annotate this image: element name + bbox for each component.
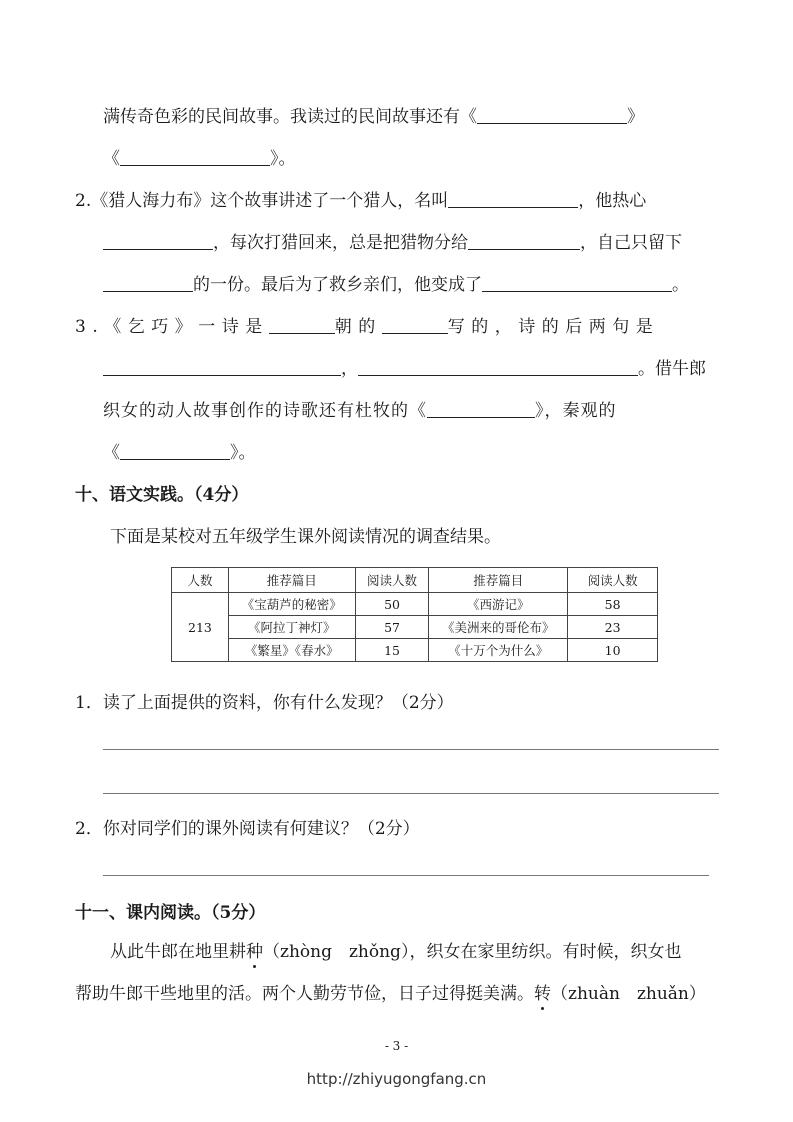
table-cell: 《美洲来的哥伦布》 [429, 616, 568, 639]
bracket-open: 《 [103, 149, 120, 169]
answer-blank[interactable] [358, 359, 638, 376]
answer-blank[interactable] [120, 443, 230, 460]
answer-blank[interactable] [382, 317, 448, 334]
q2-line-1 [75, 190, 646, 212]
q2-text: ，自己只留下 [580, 233, 682, 253]
q3-line-3 [103, 400, 617, 422]
q1-second-line [103, 148, 296, 170]
table-cell: 《西游记》 [429, 593, 568, 616]
table-row [172, 593, 658, 616]
answer-line[interactable] [103, 793, 719, 794]
passage-text: 帮助牛郎干些地里的活。两个人勤劳节俭，日子过得挺美满。 [75, 984, 534, 1004]
answer-blank[interactable] [103, 359, 341, 376]
table-header: 阅读人数 [568, 568, 658, 593]
table-cell: 10 [568, 639, 658, 662]
q2-text: ，每次打猎回来，总是把猎物分给 [213, 233, 468, 253]
q2-text: 的一份。最后为了救乡亲们，他变成了 [193, 275, 482, 295]
section-11-heading: 十一、课内阅读。（5分） [75, 903, 266, 923]
answer-blank[interactable] [269, 317, 335, 334]
q3-line-4 [103, 442, 256, 464]
q2-line-2 [103, 232, 682, 254]
answer-blank[interactable] [120, 149, 270, 166]
q3-text: 。借牛郎 [638, 359, 706, 379]
table-row [172, 616, 658, 639]
reading-survey-table [171, 567, 658, 662]
answer-blank[interactable] [103, 233, 213, 250]
table-row [172, 639, 658, 662]
table-cell: 《十万个为什么》 [429, 639, 568, 662]
table-cell: 58 [568, 593, 658, 616]
table-cell: 57 [355, 616, 429, 639]
section-10-heading: 十、语文实践。（4分） [75, 485, 249, 505]
q2-text: 2.《猎人海力布》这个故事讲述了一个猎人，名叫 [75, 191, 449, 211]
answer-blank[interactable] [482, 275, 672, 292]
q3-text: 织女的动人故事创作的诗歌还有杜牧的《 [103, 401, 427, 421]
answer-line[interactable] [103, 875, 709, 876]
practice-question-1: 1．读了上面提供的资料，你有什么发现？（2分） [75, 693, 454, 713]
bracket-close: 》。 [270, 149, 296, 169]
table-cell: 《繁星》《春水》 [228, 639, 355, 662]
reading-passage-line-1 [110, 941, 681, 963]
answer-blank[interactable] [427, 401, 535, 418]
q3-line-2 [103, 358, 706, 380]
q3-text: ， [341, 359, 358, 379]
answer-blank[interactable] [468, 233, 580, 250]
q3-text: 3.《乞巧》一诗是 [75, 317, 269, 337]
table-cell: 50 [355, 593, 429, 616]
passage-text: 从此牛郎在地里耕 [110, 942, 246, 962]
table-cell: 《阿拉丁神灯》 [228, 616, 355, 639]
table-header: 人数 [172, 568, 229, 593]
q2-text: ，他热心 [578, 191, 647, 211]
q1-continued-line [103, 106, 644, 128]
table-cell: 23 [568, 616, 658, 639]
practice-question-2: 2．你对同学们的课外阅读有何建议？（2分） [75, 819, 420, 839]
table-header: 推荐篇目 [429, 568, 568, 593]
bracket-open: 《 [103, 443, 120, 463]
bracket-close: 》 [627, 107, 644, 127]
q3-text: 朝的 [334, 317, 382, 337]
table-cell: 《宝葫芦的秘密》 [228, 593, 355, 616]
passage-text: （zhuàn zhuǎn） [551, 984, 706, 1004]
bracket-close: 》。 [230, 443, 256, 463]
q3-line-1 [75, 316, 659, 338]
q1-text: 满传奇色彩的民间故事。我读过的民间故事还有《 [103, 107, 477, 127]
passage-text: （zhòng zhǒng），织女在家里纺织。有时候，织女也 [263, 942, 682, 962]
q3-text: 》，秦观的 [535, 401, 617, 421]
answer-blank[interactable] [103, 275, 193, 292]
page-number: - 3 - [384, 1039, 409, 1053]
q2-text: 。 [672, 275, 689, 295]
footer-url: http://zhiyugongfang.cn [306, 1070, 487, 1088]
table-header: 推荐篇目 [228, 568, 355, 593]
answer-blank[interactable] [477, 107, 627, 124]
q2-line-3 [103, 274, 689, 296]
table-header: 阅读人数 [355, 568, 429, 593]
reading-passage-line-2 [75, 983, 706, 1005]
survey-intro: 下面是某校对五年级学生课外阅读情况的调查结果。 [110, 527, 501, 547]
q3-text: 写的，诗的后两句是 [447, 317, 660, 337]
answer-line[interactable] [103, 749, 719, 750]
total-count-cell: 213 [172, 593, 229, 662]
table-header-row [172, 568, 658, 593]
answer-blank[interactable] [448, 191, 578, 208]
dotted-character: 转 [534, 984, 551, 1004]
dotted-character: 种 [246, 942, 263, 962]
table-cell: 15 [355, 639, 429, 662]
